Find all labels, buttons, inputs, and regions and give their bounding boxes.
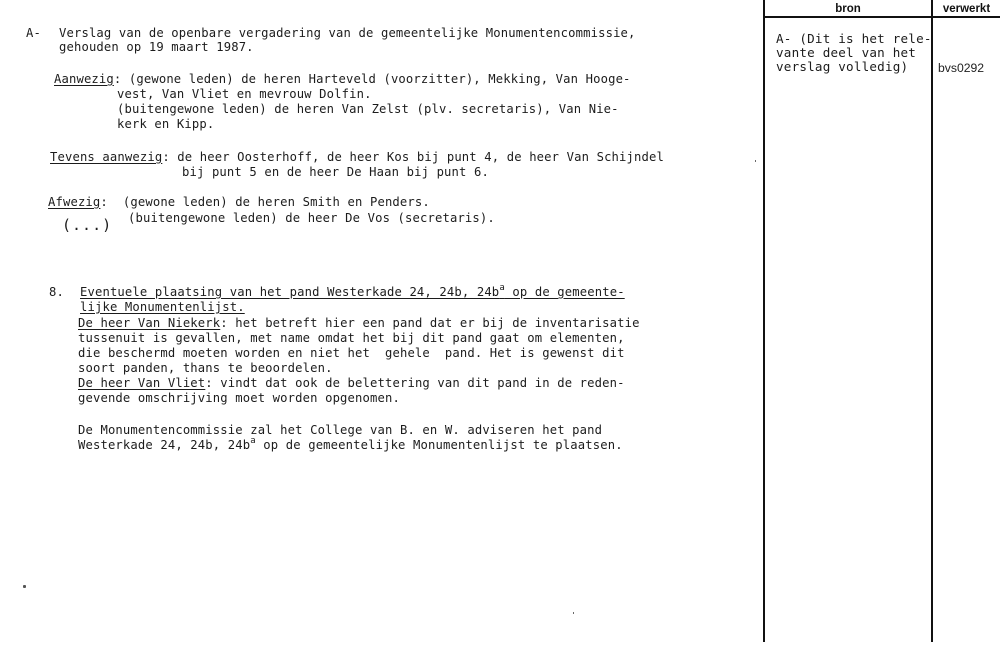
header-verwerkt: verwerkt: [942, 3, 991, 15]
bron-note-line: vante deel van het: [776, 45, 917, 60]
item-title-text: op de gemeente-: [504, 285, 625, 299]
aanwezig-line: [54, 72, 631, 87]
niekerk-label: De heer Van Niekerk: [78, 316, 221, 330]
advice-line: [78, 438, 623, 453]
item-title-text: Eventuele plaatsing van het pand Westerkade 24, 24b, 24b: [80, 285, 500, 299]
aanwezig-text: : (gewone leden) de heren Harteveld (voorzitter), Mekking, Van Hooge-: [113, 72, 631, 86]
header-bron: bron: [835, 3, 861, 15]
advice-text: op de gemeentelijke Monumentenlijst te plaatsen.: [255, 438, 623, 452]
afwezig-line: [48, 195, 430, 210]
intro-line: Verslag van de openbare vergadering van de gemeentelijke Monumentencommissie,: [59, 26, 636, 40]
verwerkt-column-left-border: [931, 0, 933, 642]
afwezig-line: (buitengewone leden) de heer De Vos (secretaris).: [128, 211, 495, 225]
aanwezig-line: vest, Van Vliet en mevrouw Dolfin.: [117, 87, 372, 101]
intro-marker: A-: [26, 26, 41, 40]
bron-note-line: verslag volledig): [776, 59, 909, 74]
intro-line: gehouden op 19 maart 1987.: [59, 40, 254, 54]
tevens-text: : de heer Oosterhoff, de heer Kos bij punt 4, de heer Van Schijndel: [162, 150, 664, 164]
afwezig-text: : (gewone leden) de heren Smith en Penders.: [100, 195, 430, 209]
tevens-label: Tevens aanwezig: [50, 150, 163, 164]
aanwezig-line: (buitengewone leden) de heren Van Zelst (plv. secretaris), Van Nie-: [117, 102, 619, 116]
item-number: 8.: [49, 285, 64, 299]
tevens-line: bij punt 5 en de heer De Haan bij punt 6.: [182, 165, 489, 179]
header-bottom-rule: [763, 16, 1000, 18]
vliet-line: [78, 376, 625, 391]
scan-speck: [23, 585, 26, 588]
bron-column-left-border: [763, 0, 765, 642]
niekerk-line: die beschermd moeten worden en niet het gehele pand. Het is gewenst dit: [78, 346, 625, 360]
vliet-text: : vindt dat ook de belettering van dit pand in de reden-: [205, 376, 625, 390]
niekerk-line: tussenuit is gevallen, met name omdat het bij dit pand gaat om elementen,: [78, 331, 625, 345]
aanwezig-label: Aanwezig: [54, 72, 114, 86]
item-title-superscript: a: [499, 283, 505, 293]
aanwezig-line: kerk en Kipp.: [117, 117, 215, 131]
niekerk-line: soort panden, thans te beoordelen.: [78, 361, 333, 375]
ellipsis: (...): [62, 216, 113, 234]
advice-line: De Monumentencommissie zal het College van B. en W. adviseren het pand: [78, 423, 603, 437]
advice-text: Westerkade 24, 24b, 24b: [78, 438, 251, 452]
item-title-line2: lijke Monumentenlijst.: [80, 300, 245, 314]
bron-note-line: A- (Dit is het rele-: [776, 31, 932, 46]
vliet-label: De heer Van Vliet: [78, 376, 206, 390]
advice-superscript: a: [250, 436, 256, 446]
verwerkt-code: bvs0292: [938, 61, 985, 75]
afwezig-label: Afwezig: [48, 195, 101, 209]
item-title: [80, 285, 625, 300]
scan-speck: [573, 612, 574, 614]
scan-speck: [755, 160, 756, 162]
vliet-line: gevende omschrijving moet worden opgenomen.: [78, 391, 400, 405]
niekerk-text: : het betreft hier een pand dat er bij de inventarisatie: [220, 316, 640, 330]
niekerk-line: [78, 316, 640, 331]
tevens-line: [50, 150, 664, 165]
